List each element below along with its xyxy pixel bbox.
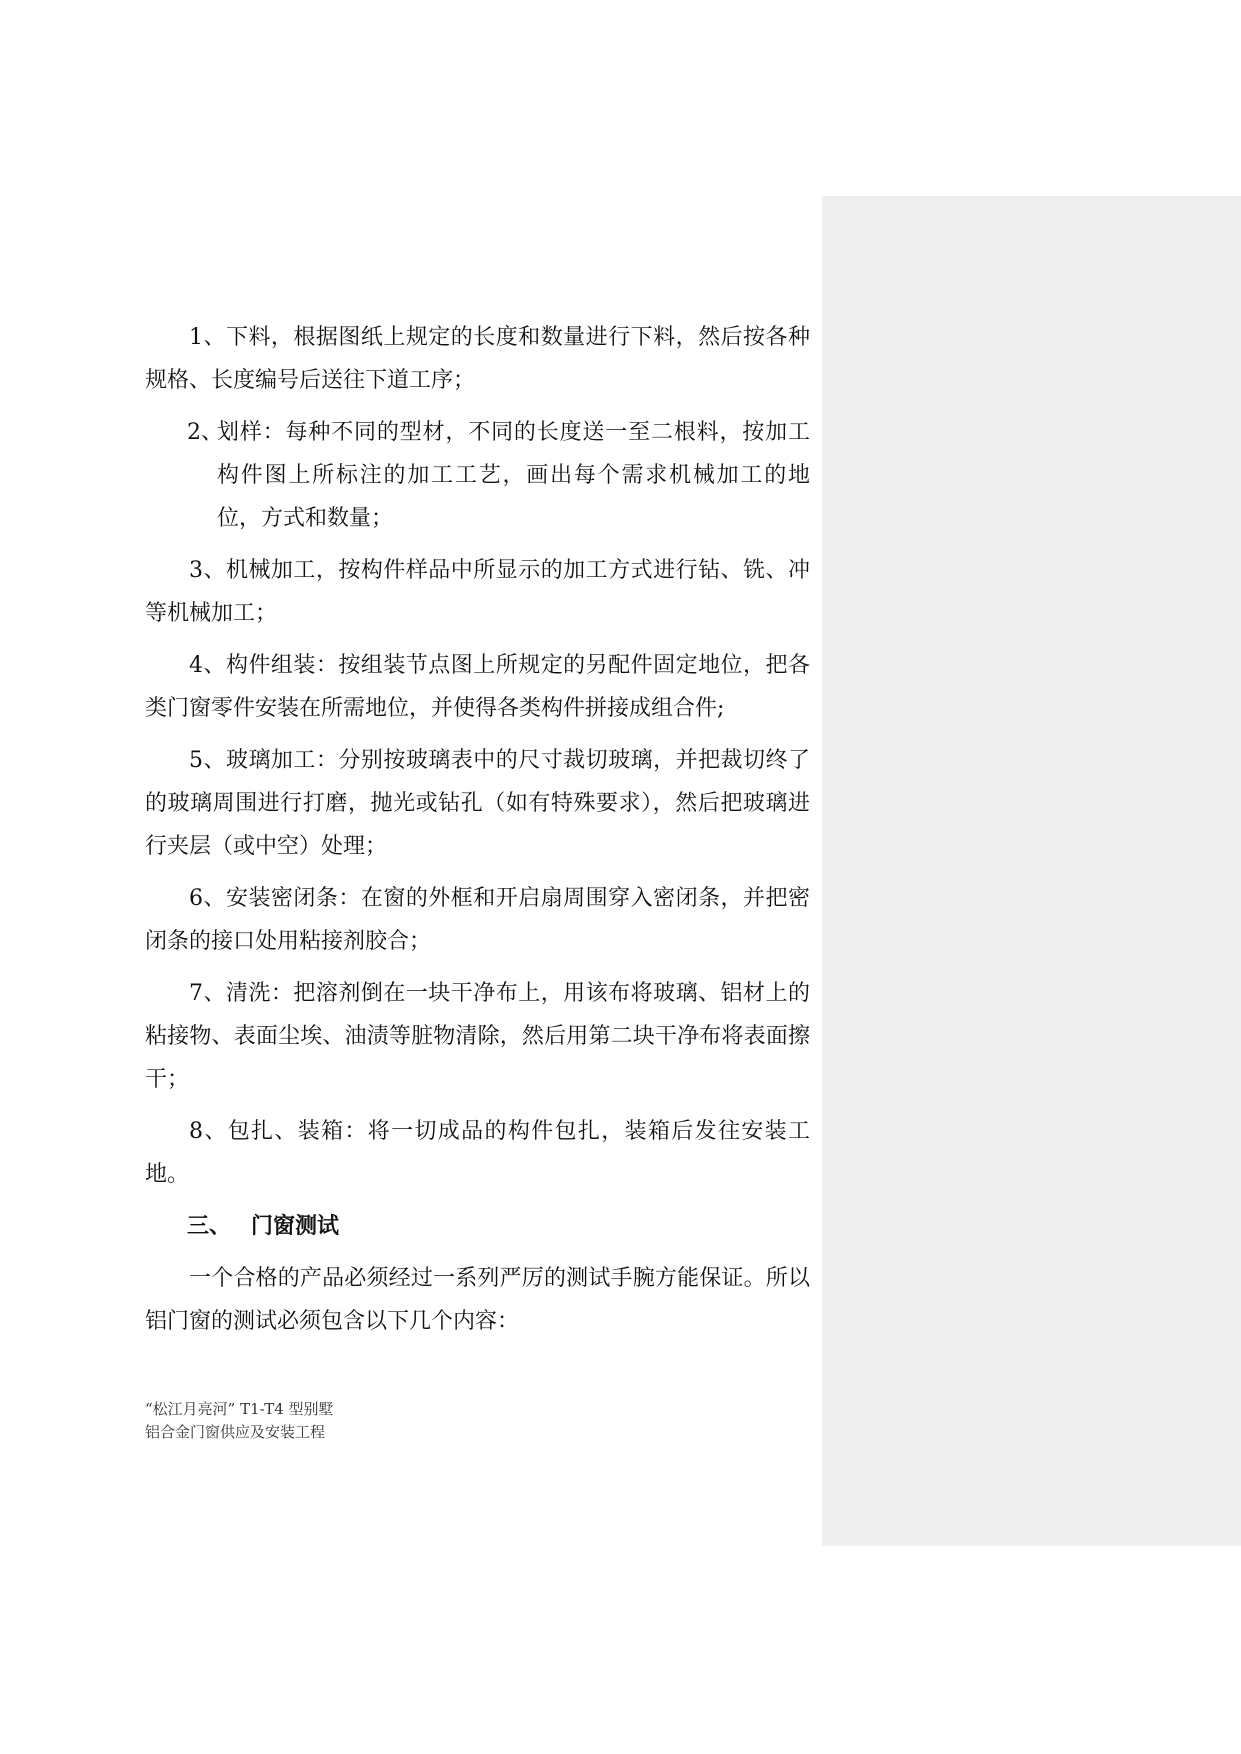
paragraph-testing-intro: 一个合格的产品必须经过一系列严厉的测试手腕方能保证。所以铝门窗的测试必须包含以下几个内容： [145,1266,810,1334]
paragraph-marking-text: 划样：每种不同的型材，不同的长度送一至二根料，按加工构件图上所标注的加工工艺，画出每个需求机械加工的地位，方式和数量； [217,420,810,531]
section-heading [145,1205,810,1248]
comment-margin-pane [822,196,1241,1546]
paragraph-machining: 3、机械加工，按构件样品中所显示的加工方式进行钻、铣、冲等机械加工； [145,558,810,626]
document-body [145,316,810,1352]
paragraph-marking-number: 2、 [187,420,223,445]
paragraph-cutting: 1、下料，根据图纸上规定的长度和数量进行下料，然后按各种规格、长度编号后送往下道工序； [145,325,810,393]
paragraph-assembly: 4、构件组装：按组装节点图上所规定的另配件固定地位，把各类门窗零件安装在所需地位，并使得各类构件拼接成组合件; [145,653,810,721]
page-footer [145,1398,334,1444]
section-heading-title: 门窗测试 [251,1214,340,1239]
paragraph-marking [145,411,810,540]
section-heading-number: 三、 [187,1214,232,1239]
paragraph-glass-processing: 5、玻璃加工：分别按玻璃表中的尺寸裁切玻璃，并把裁切终了的玻璃周围进行打磨，抛光或钻孔（如有特殊要求），然后把玻璃进行夹层（或中空）处理； [145,748,810,859]
footer-project-scope: 铝合金门窗供应及安装工程 [145,1423,326,1441]
paragraph-sealing-strip: 6、安装密闭条：在窗的外框和开启扇周围穿入密闭条，并把密闭条的接口处用粘接剂胶合； [145,886,810,954]
paragraph-cleaning: 7、清洗：把溶剂倒在一块干净布上，用该布将玻璃、铝材上的粘接物、表面尘埃、油渍等脏物清除，然后用第二块干净布将表面擦干； [145,981,810,1092]
paragraph-packing: 8、包扎、装箱：将一切成品的构件包扎，装箱后发往安装工地。 [145,1119,810,1187]
footer-project-name: “松江月亮河” T1-T4 型别墅 [145,1400,334,1418]
